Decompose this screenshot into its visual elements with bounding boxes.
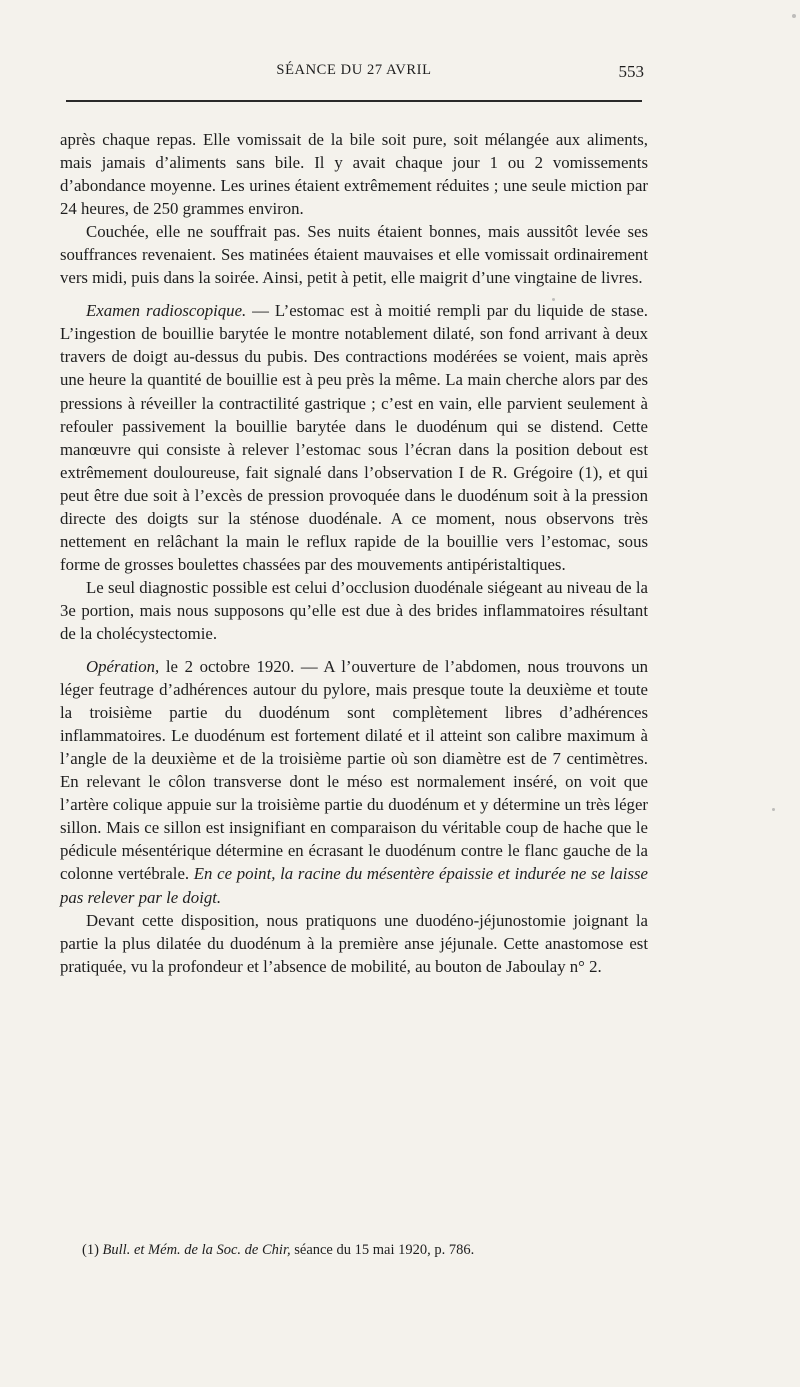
running-head [60, 62, 648, 86]
header-rule [66, 100, 642, 102]
footnote-marker: (1) [82, 1242, 99, 1258]
footnote-detail: séance du 15 mai 1920, p. 786. [290, 1242, 475, 1258]
paragraph-2: Couchée, elle ne souffrait pas. Ses nuits étaient bonnes, mais aussitôt levée ses souffrances revenaient. Ses matinées étaient mauvaises et elle vomissait ordinairement vers midi, puis dans la soirée. Ainsi, petit à petit, elle maigrit d’une vingtaine de livres. [60, 222, 648, 288]
running-title: SÉANCE DU 27 AVRIL [276, 62, 432, 78]
paper-speck [552, 298, 555, 301]
paper-speck [772, 808, 775, 811]
paragraph-6: Devant cette disposition, nous pratiquons une duodéno-jéjunostomie joignant la partie la plus dilatée du duodénum à la première anse jéjunale. Cette anastomose est pratiquée, vu la profondeur et l’absence de mobilité, au bouton de Jaboulay n° 2. [60, 910, 648, 976]
paragraph-5-italic: En ce point, la racine du mésentère épaissie et indurée ne se laisse pas relever par le doigt. [60, 864, 648, 907]
paper-speck [792, 14, 796, 18]
paragraph-5-lead: Opération, [86, 657, 160, 677]
page-number: 553 [618, 62, 644, 81]
paragraph-3 [60, 299, 648, 576]
body-text [60, 128, 648, 978]
paragraph-4: Le seul diagnostic possible est celui d’occlusion duodénale siégeant au niveau de la 3e portion, mais nous supposons qu’elle est due à des brides inflammatoires résultant de la cholécystectomie. [60, 577, 648, 643]
paragraph-5 [60, 655, 648, 909]
paragraph-1: après chaque repas. Elle vomissait de la bile soit pure, soit mélangée aux aliments, mais jamais d’aliments sans bile. Il y avait chaque jour 1 ou 2 vomissements d’abondance moyenne. Les urines étaient extrêmement réduites ; une seule miction par 24 heures, de 250 grammes environ. [60, 130, 648, 219]
paragraph-3-text: — L’estomac est à moitié rempli par du liquide de stase. L’ingestion de bouillie barytée le montre notablement dilaté, son fond arrivant à deux travers de doigt au-dessus du pubis. Des contractions modérées se voient, mais après une heure la quantité de bouillie est à peu près la même. La main cherche alors par des pressions à réveiller la contractilité gastrique ; c’est en vain, elle parvient seulement à refouler passivement la bouillie barytée dans le duodénum qui se distend. Cette manœuvre qui consiste à relever l’estomac sous l’écran dans la position debout est extrêmement douloureuse, fait signalé dans l’observation I de R. Grégoire (1), et qui peut être due soit à l’excès de pression provoquée dans le duodénum soit à la pression directe des doigts sur la sténose duodénale. A ce moment, nous observons très nettement en relâchant la main le reflux rapide de la bouillie vers l’estomac, sous forme de grosses boulettes chassées par des mouvements antipéristaltiques. [60, 301, 648, 574]
footnote-source: Bull. et Mém. de la Soc. de Chir, [102, 1242, 291, 1258]
paragraph-3-lead: Examen radioscopique. [86, 301, 247, 321]
footnote [82, 1240, 648, 1260]
paragraph-5-text: le 2 octobre 1920. — A l’ouverture de l’abdomen, nous trouvons un léger feutrage d’adhérences autour du pylore, mais presque toute la deuxième et toute la troisième partie du duodénum sont complètement libres d’adhérences inflammatoires. Le duodénum est fortement dilaté et il atteint son calibre maximum à l’angle de la deuxième et de la troisième partie où son diamètre est de 7 centimètres. En relevant le côlon transverse dont le méso est normalement inséré, on voit que l’artère colique appuie sur la troisième partie du duodénum et y détermine un très léger sillon. Mais ce sillon est insignifiant en comparaison du véritable coup de hache que le pédicule mésentérique détermine en écrasant le duodénum contre le flanc gauche de la colonne vertébrale. [60, 657, 648, 884]
